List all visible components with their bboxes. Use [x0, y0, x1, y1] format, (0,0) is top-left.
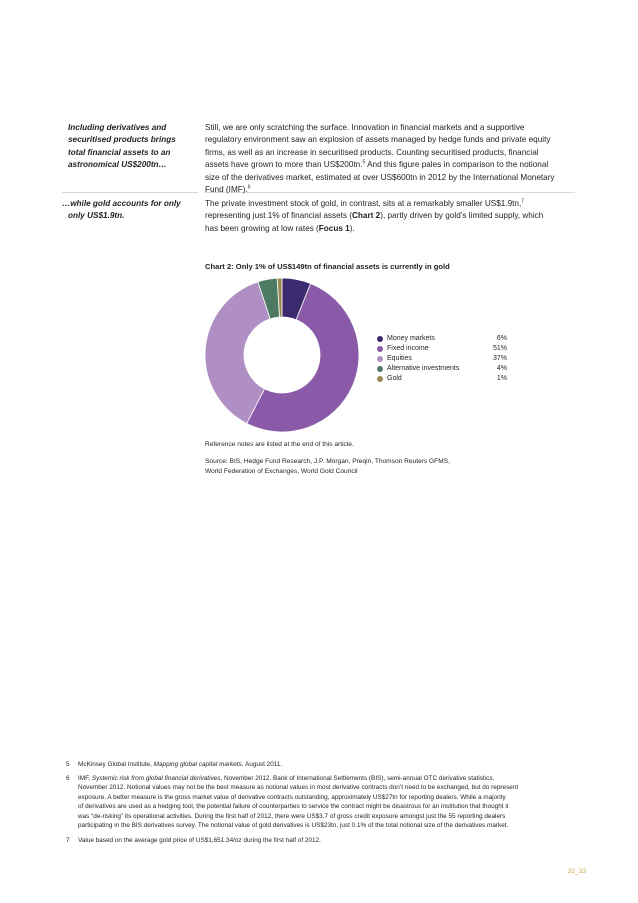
- legend-swatch: [377, 376, 383, 382]
- source-line: World Federation of Exchanges, World Gold Council: [205, 467, 358, 475]
- sidenote-line: …while gold accounts for only: [62, 199, 181, 208]
- paragraph-2: [205, 198, 577, 235]
- source-note: [205, 457, 585, 476]
- text-span: assets have grown to more than US$200tn.: [205, 160, 363, 170]
- text-line: [205, 223, 577, 235]
- text-span: And this figure pales in comparison to the notional: [365, 160, 549, 170]
- legend-item: [377, 364, 507, 374]
- text-line: Still, we are only scratching the surface. Innovation in financial markets and a supportive: [205, 123, 525, 132]
- text-span: has been growing at low rates (: [205, 223, 319, 233]
- text-line: November 2012. Notional values may not be the best measure as notional values in most derivative contracts don’t need to be exchanged, but do represent: [78, 784, 519, 792]
- chart-title: Chart 2: Only 1% of US$149tn of financial assets is currently in gold: [205, 262, 450, 271]
- text-span: McKinsey Global Institute,: [78, 761, 154, 768]
- source-line: Source: BIS, Hedge Fund Research, J.P. Morgan, Preqin, Thomson Reuters GFMS,: [205, 458, 450, 465]
- legend-value: 4%: [496, 365, 507, 372]
- legend-swatch: [377, 346, 383, 352]
- footnote-text: [78, 774, 616, 830]
- text-line: [205, 198, 577, 210]
- text-line: size of the derivatives market, estimated at over US$600tn in 2012 by the International Monetary: [205, 172, 555, 182]
- legend-value: 1%: [496, 375, 507, 382]
- chart-legend: [377, 334, 507, 394]
- text-span: IMF,: [78, 775, 92, 782]
- footnote-number: 6: [66, 775, 70, 782]
- text-span: ), partly driven by gold’s limited supply, which: [380, 211, 544, 221]
- page-number: 32_33: [567, 868, 586, 875]
- footnote-text: [78, 760, 616, 769]
- sidenote-line: Including derivatives and: [68, 123, 167, 132]
- sidenote-financial-assets: [68, 122, 198, 172]
- text-span: , August 2011.: [241, 761, 283, 768]
- text-line: [205, 210, 577, 222]
- footnote-number: 7: [66, 837, 70, 844]
- legend-label: Fixed income: [387, 345, 429, 352]
- legend-label: Gold: [387, 375, 402, 382]
- legend-item: [377, 374, 507, 384]
- legend-swatch: [377, 366, 383, 372]
- legend-swatch: [377, 336, 383, 342]
- legend-value: 37%: [492, 355, 507, 362]
- reference-note: Reference notes are listed at the end of this article.: [205, 441, 354, 448]
- text-line: exposure. A better measure is the gross market value of derivative contracts outstanding, approximately US$27tn for reporting dealers. While a majority: [78, 793, 506, 801]
- sidenote-line: total financial assets to an: [68, 147, 171, 157]
- sidenote-line: securitised products brings: [68, 135, 176, 145]
- legend-swatch: [377, 356, 383, 362]
- legend-label: Equities: [387, 355, 412, 362]
- divider: [62, 192, 198, 193]
- text-line: participating in the BIS derivatives survey. The notional value of gold derivatives is US$23tn, just 0.1% of the total notional size of the derivatives market.: [78, 822, 509, 830]
- sidenote-gold: [62, 198, 202, 223]
- text-span: ).: [349, 223, 355, 233]
- focus-1-link[interactable]: Focus 1: [318, 223, 350, 233]
- text-span: representing just 1% of financial assets (: [205, 211, 352, 221]
- footnote-ref-5[interactable]: 5: [362, 159, 366, 166]
- publication-title: Systemic risk from global financial derivatives: [91, 775, 221, 782]
- sidenote-line: only US$1.9tn.: [68, 211, 125, 221]
- sidenote-line: astronomical US$200tn…: [68, 160, 167, 170]
- legend-value: 6%: [496, 335, 507, 342]
- text-line: regulatory environment saw an explosion of assets managed by hedge funds and private equity: [205, 135, 551, 145]
- footnote-5: [66, 760, 616, 770]
- paragraph-1: [205, 122, 577, 196]
- legend-item: [377, 354, 507, 364]
- text-span: , November 2012. Bank of International Settlements (BIS), semi-annual OTC derivative statistics,: [220, 775, 495, 782]
- text-span: Fund (IMF).: [205, 185, 248, 195]
- footnote-6: [66, 774, 616, 834]
- text-line: [205, 184, 577, 196]
- publication-title: Mapping global capital markets: [153, 761, 242, 768]
- footnote-ref-7[interactable]: 7: [521, 198, 525, 205]
- footnote-text: Value based on the average gold price of US$1,651.34/oz during the first half of 2012.: [78, 837, 321, 844]
- donut-chart: [200, 276, 370, 436]
- footnote-7: [66, 836, 616, 846]
- text-line: was “de-risking” its operational activities. During the first half of 2012, there were US$3.7 of gross credit exposure amongst just the 55 reporting dealers: [78, 812, 506, 820]
- legend-label: Money markets: [387, 335, 435, 342]
- text-line: [205, 159, 577, 171]
- legend-label: Alternative investments: [387, 365, 460, 372]
- footnote-number: 5: [66, 761, 70, 768]
- footnote-ref-6[interactable]: 6: [247, 184, 251, 191]
- legend-item: [377, 334, 507, 344]
- legend-value: 51%: [492, 345, 507, 352]
- text-line: firms, as well as an increase in securitised products. Counting securitised products, financial: [205, 147, 539, 157]
- text-span: The private investment stock of gold, in contrast, sits at a remarkably smaller US$1.9tn,: [205, 199, 522, 208]
- text-line: [78, 774, 616, 783]
- text-line: of derivatives are used as a hedging tool, the potential failure of counterparties to service the contract might be disastrous for an institution that thought it: [78, 803, 509, 811]
- legend-item: [377, 344, 507, 354]
- chart-2-link[interactable]: Chart 2: [352, 211, 381, 221]
